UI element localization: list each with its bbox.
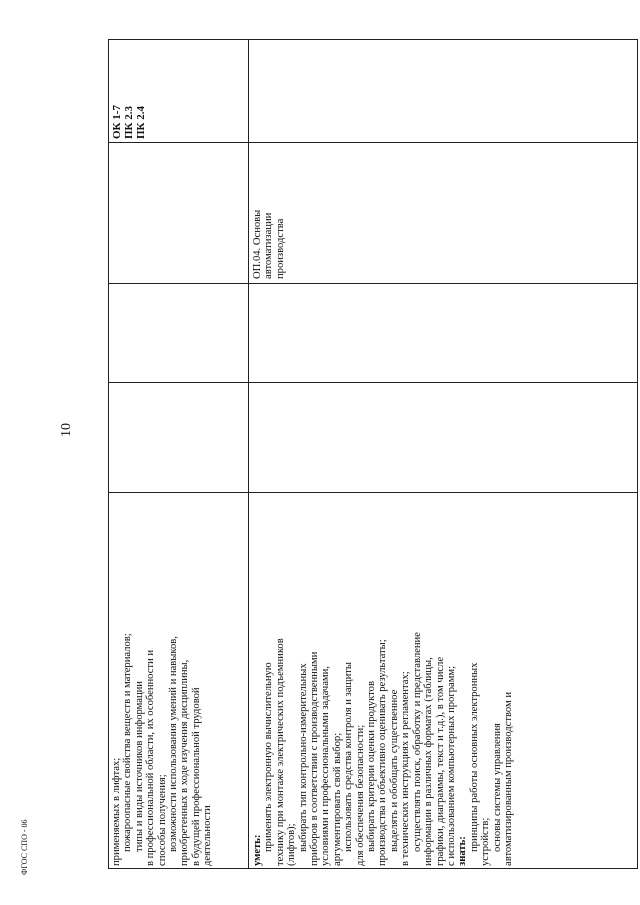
- text-line: информации в различных форматах (таблицы,: [423, 657, 435, 866]
- text-line: пожароопасные свойства веществ и материалов;: [122, 633, 134, 852]
- text-line: использовать средства контроля и защиты: [343, 661, 355, 852]
- text-line: выделять и обобщать существенное: [388, 689, 400, 852]
- rotated-table-page: [108, 39, 638, 869]
- text-line: возможности использования умений и навыков,: [168, 636, 180, 852]
- text-line: ПК 2.3: [123, 105, 135, 139]
- text-line: ОП.04. Основы: [252, 209, 263, 279]
- skills-cell-row2: [252, 496, 514, 866]
- page-number: 10: [59, 423, 74, 437]
- text-line: в технических инструкциях и регламентах;: [400, 671, 412, 866]
- text-line: приобретенных в ходе изучения дисциплины,: [179, 659, 191, 866]
- row-divider: [248, 39, 249, 869]
- text-line: приборов в соответствии с производственными: [309, 651, 321, 866]
- column-divider: [108, 382, 638, 383]
- text-line: способы получения;: [156, 774, 168, 866]
- footer-label: ФГОС СПО - 06: [20, 819, 29, 875]
- text-line: осуществлять поиск, обработку и представление: [411, 632, 423, 852]
- text-line: выбирать тип контрольно-измерительных: [297, 663, 309, 852]
- text-line: уметь:: [252, 834, 263, 866]
- text-line: знать:: [457, 836, 469, 866]
- text-line: в профессиональной области, их особенности и: [145, 649, 157, 866]
- text-line: типы и виды источников информации: [133, 681, 145, 852]
- text-line: с использованием компьютерных программ;: [445, 665, 457, 866]
- competencies-cell: [111, 43, 147, 139]
- text-line: деятельности: [202, 805, 214, 866]
- text-line: в будущей профессиональной трудовой: [190, 687, 202, 866]
- text-line: ОК 1-7: [111, 105, 123, 139]
- text-line: технику при монтаже электрических подъемников: [274, 638, 286, 866]
- column-divider: [108, 492, 638, 493]
- discipline-cell: [252, 149, 286, 279]
- text-line: графики, диаграммы, текст и т.д.), в том числе: [434, 656, 446, 866]
- column-divider: [108, 283, 638, 284]
- text-line: автоматизации: [263, 212, 275, 279]
- text-line: производства: [274, 218, 286, 279]
- text-line: для обеспечения безопасности;: [354, 724, 366, 866]
- text-line: ПК 2.4: [135, 105, 147, 139]
- text-line: (лифтов);: [286, 823, 298, 866]
- text-line: применяемых в лифтах;: [111, 757, 122, 866]
- text-line: производства и объективно оценивать результаты;: [377, 639, 389, 866]
- text-line: условиями и профессиональными задачами,: [320, 666, 332, 866]
- column-divider: [108, 142, 638, 143]
- text-line: применять электронную вычислительную: [263, 662, 275, 852]
- knowledge-cell-row1: [111, 496, 214, 866]
- text-line: выбирать критерии оценки продуктов: [366, 681, 378, 852]
- text-line: аргументировать свой выбор;: [331, 732, 343, 866]
- text-line: принципы работы основных электронных: [468, 662, 480, 852]
- text-line: устройств;: [480, 817, 492, 866]
- text-line: основы системы управления: [491, 723, 503, 852]
- text-line: автоматизированным производством и: [502, 691, 514, 866]
